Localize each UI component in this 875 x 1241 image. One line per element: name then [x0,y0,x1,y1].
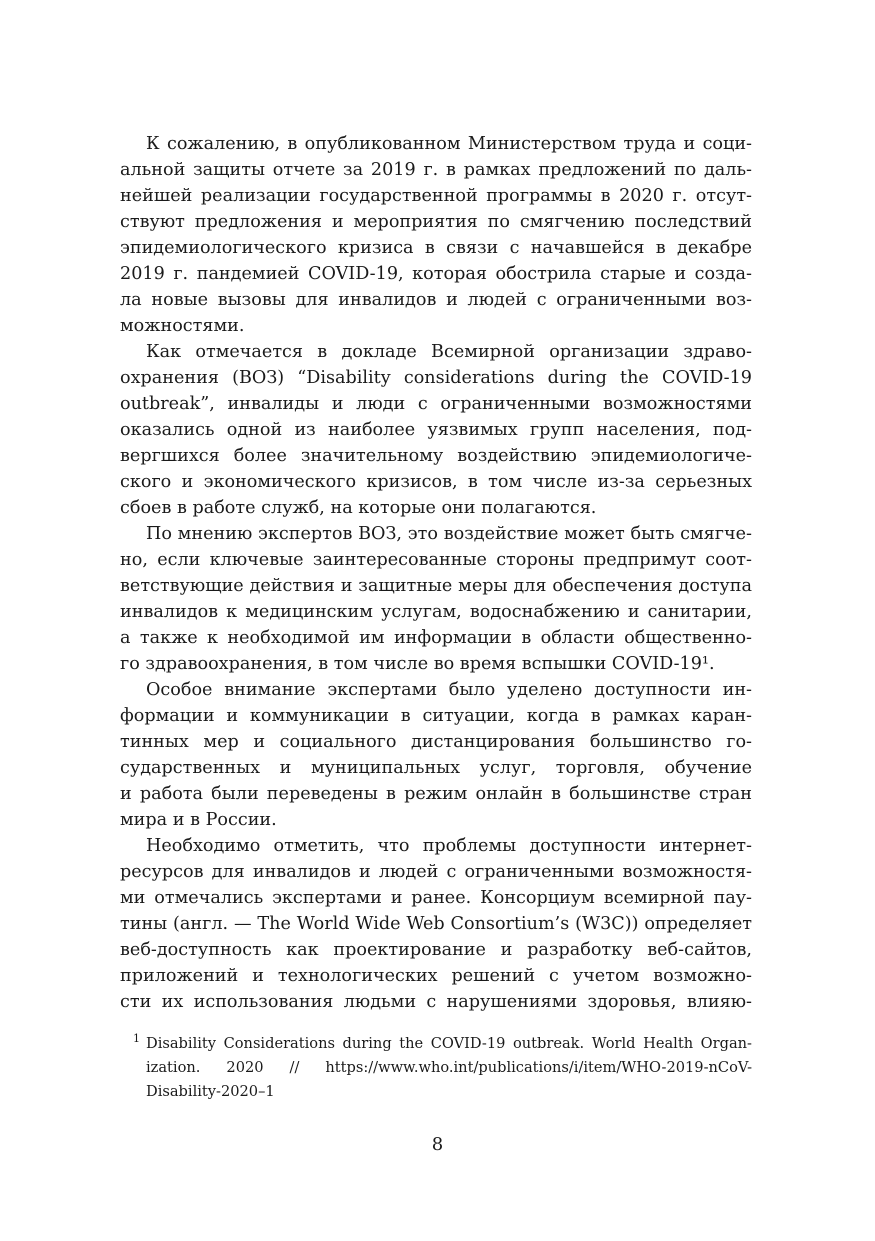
text-line: Необходимо отметить, что проблемы доступности интернет- [146,836,752,856]
text-line: нейшей реализации государственной программы в 2020 г. отсут- [120,186,752,206]
text-line: Как отмечается в докладе Всемирной организации здраво- [146,342,752,362]
text-line: сбоев в работе служб, на которые они полагаются. [120,498,597,518]
text-line: 2019 г. пандемией COVID-19, которая обострила старые и созда- [120,264,752,284]
text-line: ветствующие действия и защитные меры для обеспечения доступа [120,576,752,596]
text-line: тины (англ. — The World Wide Web Consortium’s (W3C)) определяет [120,914,752,934]
text-line: ресурсов для инвалидов и людей с ограниченными возможностя- [120,862,752,882]
footnote-line: 1 Disability Considerations during the COVID-19 outbreak. World Health Organ- [133,1032,752,1052]
text-line: но, если ключевые заинтересованные стороны предпримут соот- [120,550,752,570]
text-line: outbreak”, инвалиды и люди с ограниченными возможностями [120,394,752,414]
text-line: а также к необходимой им информации в области общественно- [120,628,752,648]
text-line: эпидемиологического кризиса в связи с начавшейся в декабре [120,238,752,258]
text-line: мира и в России. [120,810,277,830]
text-line: инвалидов к медицинским услугам, водоснабжению и санитарии, [120,602,752,622]
page-number: 8 [431,1134,444,1155]
text-line: тинных мер и социального дистанцирования большинство го- [120,732,752,752]
text-line: оказались одной из наиболее уязвимых групп населения, под- [120,420,752,440]
text-line: К сожалению, в опубликованном Министерством труда и соци- [146,134,752,154]
text-line: ствуют предложения и мероприятия по смягчению последствий [120,212,752,232]
text-line: По мнению экспертов ВОЗ, это воздействие может быть смягче- [146,524,752,544]
footnote-line: Disability-2020–1 [146,1083,275,1100]
text-line: охранения (ВОЗ) “Disability considerations during the COVID-19 [120,368,752,388]
text-line: можностями. [120,316,245,336]
text-line: ского и экономического кризисов, в том числе из-за серьезных [120,472,752,492]
text-line: ла новые вызовы для инвалидов и людей с ограниченными воз- [120,290,752,310]
text-line: формации и коммуникации в ситуации, когда в рамках каран- [120,706,752,726]
main-text [120,131,752,1015]
footnote-line: ization. 2020 // https://www.who.int/publications/i/item/WHO-2019-nCoV- [146,1059,752,1076]
text-line: вергшихся более значительному воздействию эпидемиологиче- [120,446,752,466]
text-line: веб-доступность как проектирование и разработку веб-сайтов, [120,940,752,960]
text-line: приложений и технологических решений с учетом возможно- [120,966,752,986]
text-line: сударственных и муниципальных услуг, торговля, обучение [120,758,752,778]
footnote [133,1032,752,1104]
text-line: сти их использования людьми с нарушениями здоровья, влияю- [120,992,752,1012]
text-line: альной защиты отчете за 2019 г. в рамках предложений по даль- [120,160,752,180]
text-line: го здравоохранения, в том числе во время вспышки COVID-19¹. [120,654,715,674]
text-line: ми отмечались экспертами и ранее. Консорциум всемирной пау- [120,888,752,908]
text-line: и работа были переведены в режим онлайн в большинстве стран [120,784,752,804]
text-line: Особое внимание экспертами было уделено доступности ин- [146,680,752,700]
footnote-text: Disability Considerations during the COVID-19 outbreak. World Health Organ- [146,1035,752,1052]
